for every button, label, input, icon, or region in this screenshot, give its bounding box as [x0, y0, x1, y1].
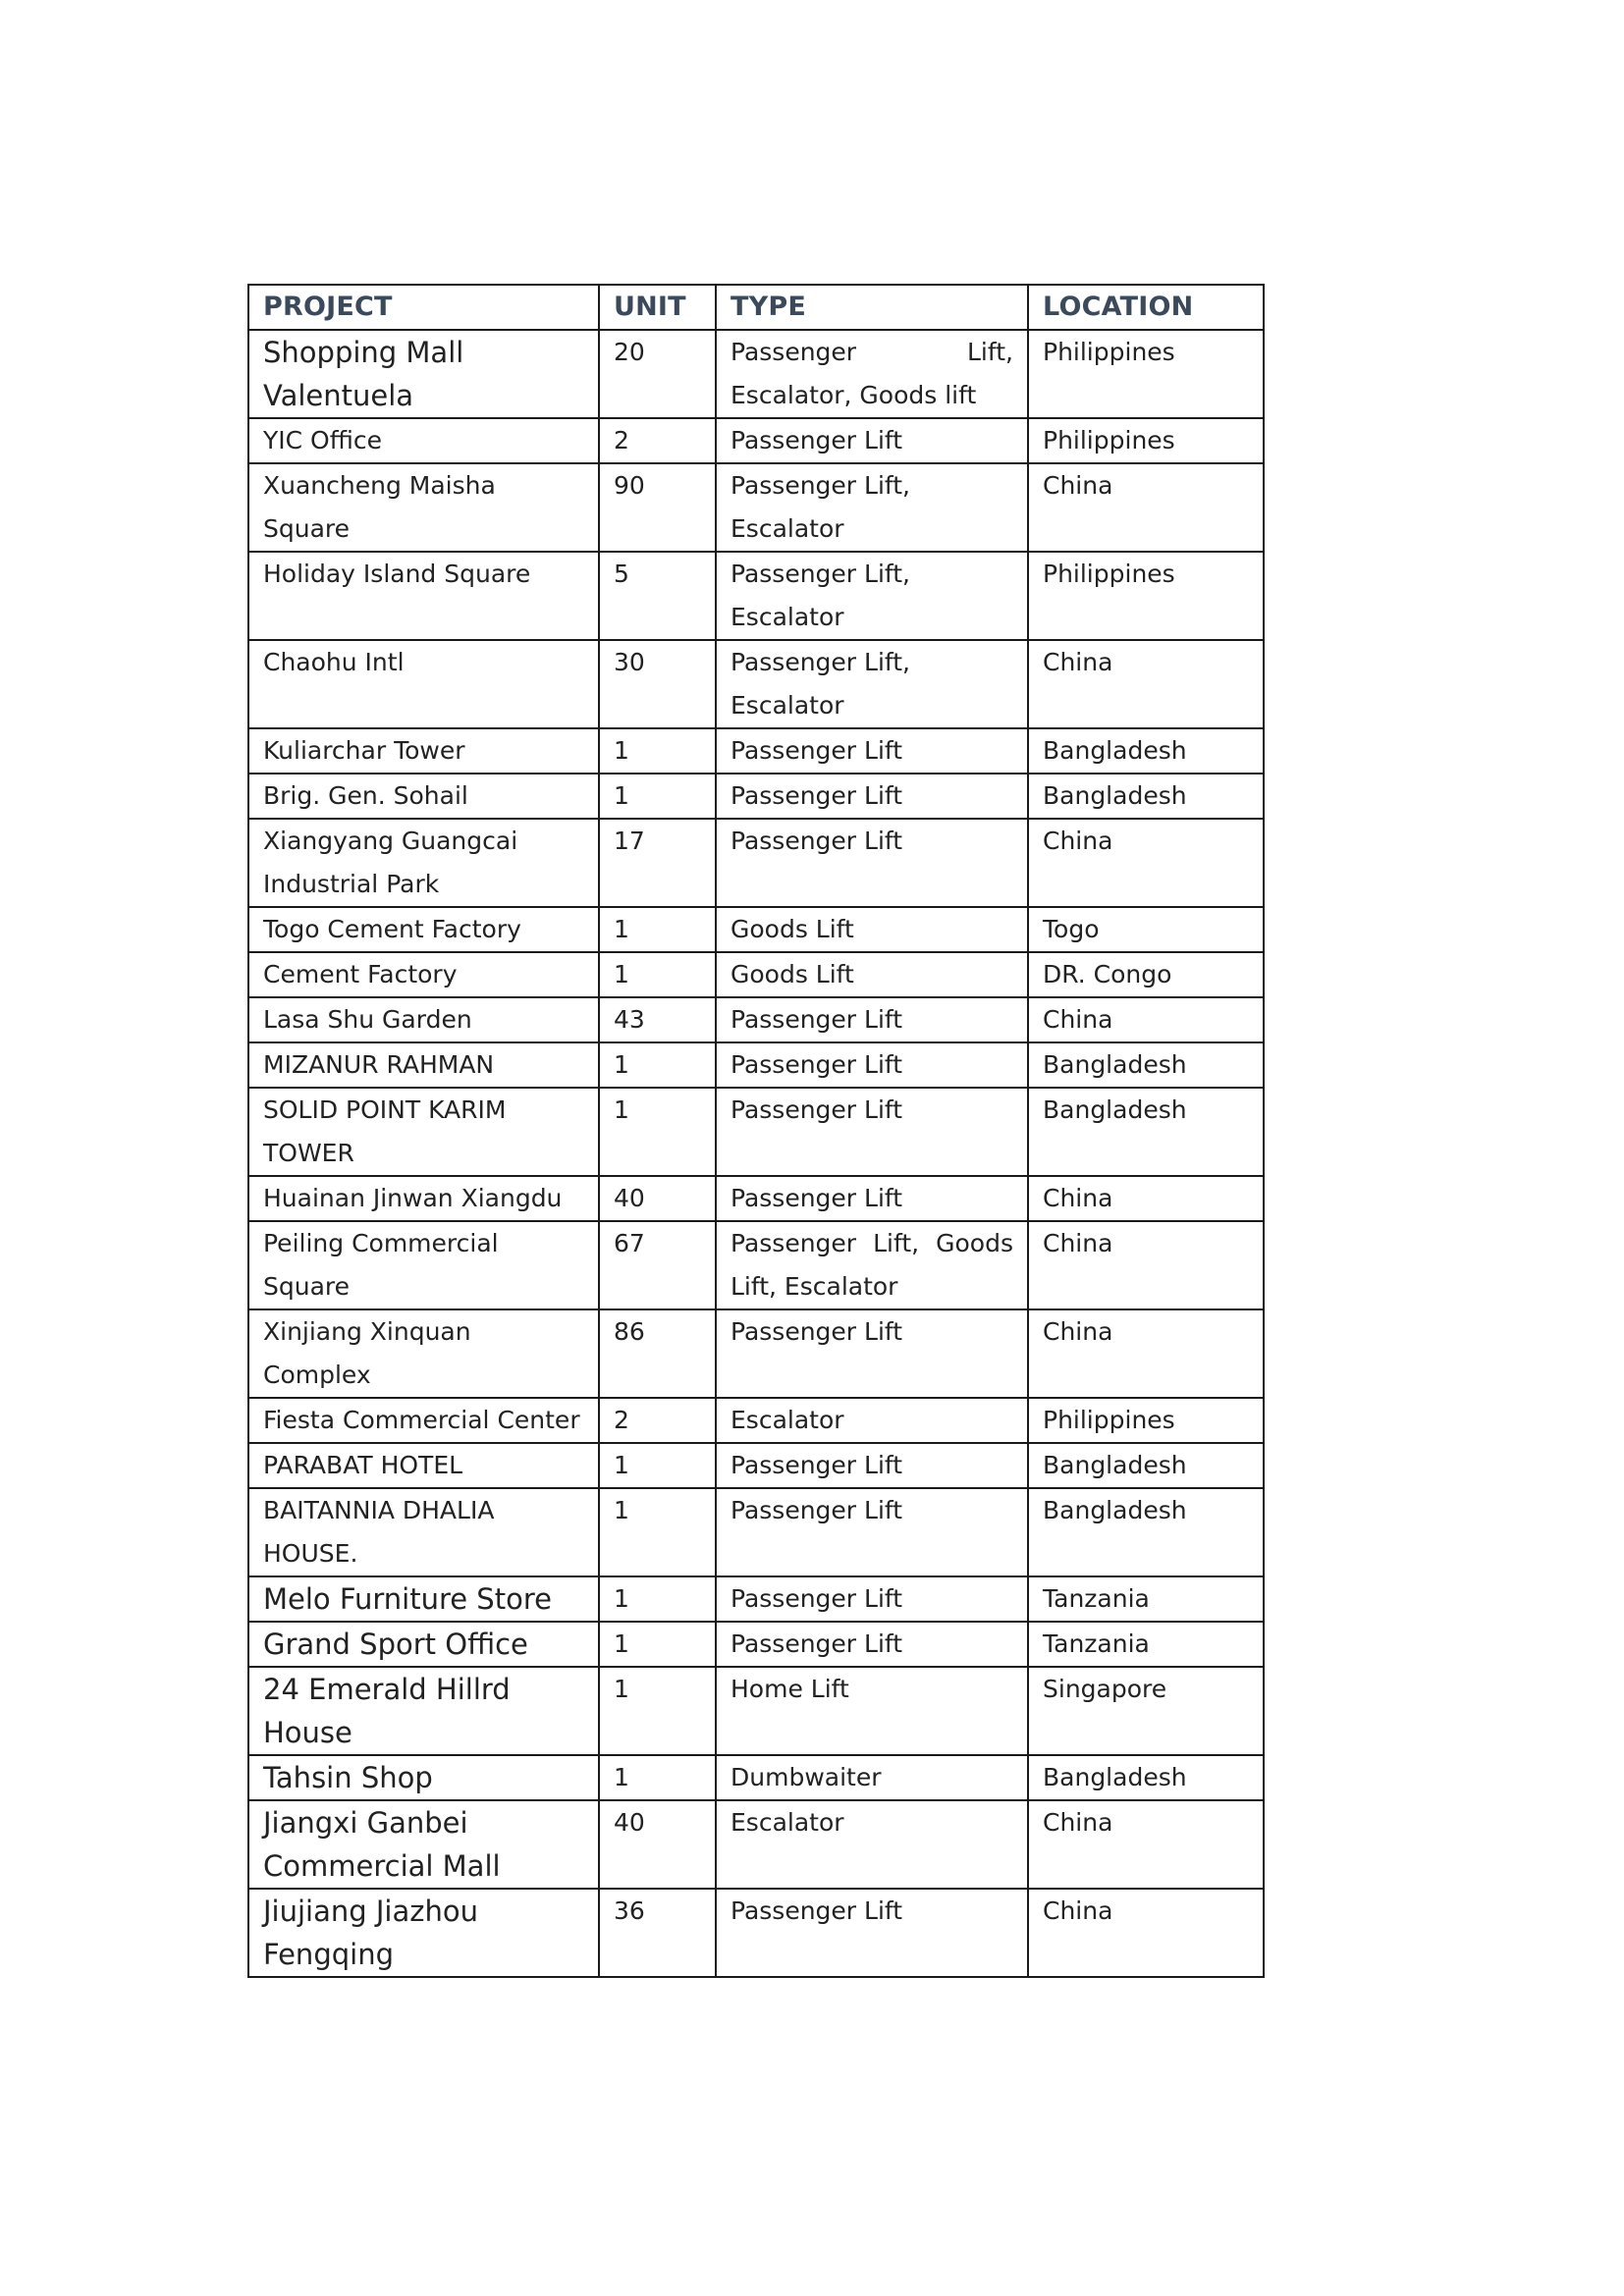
header-project: PROJECT: [248, 285, 599, 330]
table-row: [248, 1889, 1264, 1977]
table-row: [248, 1042, 1264, 1088]
cell-unit: 86: [599, 1309, 716, 1398]
cell-type: Escalator: [716, 1398, 1028, 1443]
table-row: [248, 418, 1264, 463]
cell-type: Passenger Lift, Escalator: [716, 640, 1028, 728]
table-row: [248, 463, 1264, 552]
cell-type: Passenger Lift: [716, 1176, 1028, 1221]
table-row: [248, 1398, 1264, 1443]
cell-type: Passenger Lift: [716, 997, 1028, 1042]
cell-type: Passenger Lift: [716, 1889, 1028, 1977]
table-row: [248, 907, 1264, 952]
cell-unit: 1: [599, 1443, 716, 1488]
cell-unit: 20: [599, 330, 716, 418]
cell-type: Goods Lift: [716, 952, 1028, 997]
table-row: [248, 728, 1264, 774]
cell-unit: 1: [599, 907, 716, 952]
cell-type: Dumbwaiter: [716, 1755, 1028, 1800]
cell-type: Passenger Lift: [716, 1488, 1028, 1576]
cell-unit: 40: [599, 1800, 716, 1889]
cell-location: Philippines: [1028, 418, 1264, 463]
table-row: [248, 1667, 1264, 1755]
cell-unit: 90: [599, 463, 716, 552]
table-row: [248, 1176, 1264, 1221]
cell-location: Philippines: [1028, 1398, 1264, 1443]
cell-unit: 5: [599, 552, 716, 640]
cell-project: 24 Emerald Hillrd House: [248, 1667, 599, 1755]
cell-unit: 1: [599, 728, 716, 774]
cell-project: Cement Factory: [248, 952, 599, 997]
cell-location: Philippines: [1028, 330, 1264, 418]
cell-unit: 2: [599, 1398, 716, 1443]
cell-unit: 1: [599, 1576, 716, 1622]
table-row: [248, 1576, 1264, 1622]
cell-location: Tanzania: [1028, 1576, 1264, 1622]
cell-project: Xiangyang Guangcai Industrial Park: [248, 819, 599, 907]
cell-unit: 2: [599, 418, 716, 463]
cell-location: China: [1028, 1176, 1264, 1221]
cell-type: Home Lift: [716, 1667, 1028, 1755]
cell-project: Brig. Gen. Sohail: [248, 774, 599, 819]
table-row: [248, 330, 1264, 418]
header-unit: UNIT: [599, 285, 716, 330]
table-row: [248, 1800, 1264, 1889]
cell-type: Passenger Lift: [716, 819, 1028, 907]
cell-type: Passenger Lift, Escalator: [716, 552, 1028, 640]
table-row: [248, 819, 1264, 907]
cell-unit: 1: [599, 774, 716, 819]
cell-type: Passenger Lift, Escalator: [716, 463, 1028, 552]
cell-project: YIC Office: [248, 418, 599, 463]
cell-unit: 43: [599, 997, 716, 1042]
table-row: [248, 774, 1264, 819]
cell-project: Xuancheng Maisha Square: [248, 463, 599, 552]
cell-unit: 40: [599, 1176, 716, 1221]
table-row: [248, 1622, 1264, 1667]
cell-project: Huainan Jinwan Xiangdu: [248, 1176, 599, 1221]
cell-project: Tahsin Shop: [248, 1755, 599, 1800]
cell-project: BAITANNIA DHALIA HOUSE.: [248, 1488, 599, 1576]
cell-type: Passenger Lift: [716, 1576, 1028, 1622]
cell-project: Jiujiang Jiazhou Fengqing: [248, 1889, 599, 1977]
table-header-row: [248, 285, 1264, 330]
cell-project: Togo Cement Factory: [248, 907, 599, 952]
cell-project: Shopping Mall Valentuela: [248, 330, 599, 418]
table-row: [248, 552, 1264, 640]
cell-project: Kuliarchar Tower: [248, 728, 599, 774]
table-row: [248, 1443, 1264, 1488]
cell-type: Passenger Lift: [716, 1309, 1028, 1398]
cell-unit: 1: [599, 1622, 716, 1667]
cell-unit: 36: [599, 1889, 716, 1977]
cell-location: China: [1028, 640, 1264, 728]
header-type: TYPE: [716, 285, 1028, 330]
cell-location: Bangladesh: [1028, 1042, 1264, 1088]
cell-location: Bangladesh: [1028, 1755, 1264, 1800]
cell-project: Fiesta Commercial Center: [248, 1398, 599, 1443]
cell-type: Passenger Lift: [716, 774, 1028, 819]
cell-project: Lasa Shu Garden: [248, 997, 599, 1042]
cell-location: Togo: [1028, 907, 1264, 952]
cell-project: Melo Furniture Store: [248, 1576, 599, 1622]
cell-project: MIZANUR RAHMAN: [248, 1042, 599, 1088]
cell-project: Grand Sport Office: [248, 1622, 599, 1667]
cell-project: PARABAT HOTEL: [248, 1443, 599, 1488]
cell-unit: 67: [599, 1221, 716, 1309]
cell-location: China: [1028, 1800, 1264, 1889]
cell-location: Bangladesh: [1028, 1488, 1264, 1576]
cell-location: Tanzania: [1028, 1622, 1264, 1667]
cell-type: Passenger Lift: [716, 1443, 1028, 1488]
table-row: [248, 997, 1264, 1042]
cell-unit: 1: [599, 952, 716, 997]
header-location: LOCATION: [1028, 285, 1264, 330]
cell-type: Passenger Lift: [716, 728, 1028, 774]
cell-location: China: [1028, 997, 1264, 1042]
cell-location: Bangladesh: [1028, 774, 1264, 819]
cell-unit: 30: [599, 640, 716, 728]
cell-type: Passenger Lift: [716, 1088, 1028, 1176]
table-row: [248, 1488, 1264, 1576]
cell-location: China: [1028, 463, 1264, 552]
cell-type: Passenger Lift: [716, 418, 1028, 463]
cell-type: Escalator: [716, 1800, 1028, 1889]
cell-unit: 1: [599, 1755, 716, 1800]
cell-type: Passenger Lift, Goods Lift, Escalator: [716, 1221, 1028, 1309]
cell-location: China: [1028, 819, 1264, 907]
cell-project: Chaohu Intl: [248, 640, 599, 728]
cell-unit: 1: [599, 1042, 716, 1088]
cell-location: Singapore: [1028, 1667, 1264, 1755]
table-row: [248, 1221, 1264, 1309]
cell-unit: 1: [599, 1488, 716, 1576]
cell-location: Bangladesh: [1028, 1443, 1264, 1488]
cell-type: Passenger Lift: [716, 1042, 1028, 1088]
cell-project: Peiling Commercial Square: [248, 1221, 599, 1309]
cell-type: Passenger Lift, Escalator, Goods lift: [716, 330, 1028, 418]
cell-unit: 17: [599, 819, 716, 907]
cell-location: DR. Congo: [1028, 952, 1264, 997]
cell-unit: 1: [599, 1088, 716, 1176]
cell-project: SOLID POINT KARIM TOWER: [248, 1088, 599, 1176]
cell-project: Holiday Island Square: [248, 552, 599, 640]
table-row: [248, 952, 1264, 997]
table-row: [248, 640, 1264, 728]
cell-type: Goods Lift: [716, 907, 1028, 952]
cell-location: Bangladesh: [1028, 728, 1264, 774]
cell-unit: 1: [599, 1667, 716, 1755]
cell-location: China: [1028, 1221, 1264, 1309]
table-row: [248, 1088, 1264, 1176]
cell-location: Bangladesh: [1028, 1088, 1264, 1176]
cell-type: Passenger Lift: [716, 1622, 1028, 1667]
table-row: [248, 1309, 1264, 1398]
cell-project: Xinjiang Xinquan Complex: [248, 1309, 599, 1398]
table-row: [248, 1755, 1264, 1800]
cell-location: China: [1028, 1309, 1264, 1398]
cell-location: Philippines: [1028, 552, 1264, 640]
projects-table: [247, 284, 1265, 1978]
cell-location: China: [1028, 1889, 1264, 1977]
cell-project: Jiangxi Ganbei Commercial Mall: [248, 1800, 599, 1889]
